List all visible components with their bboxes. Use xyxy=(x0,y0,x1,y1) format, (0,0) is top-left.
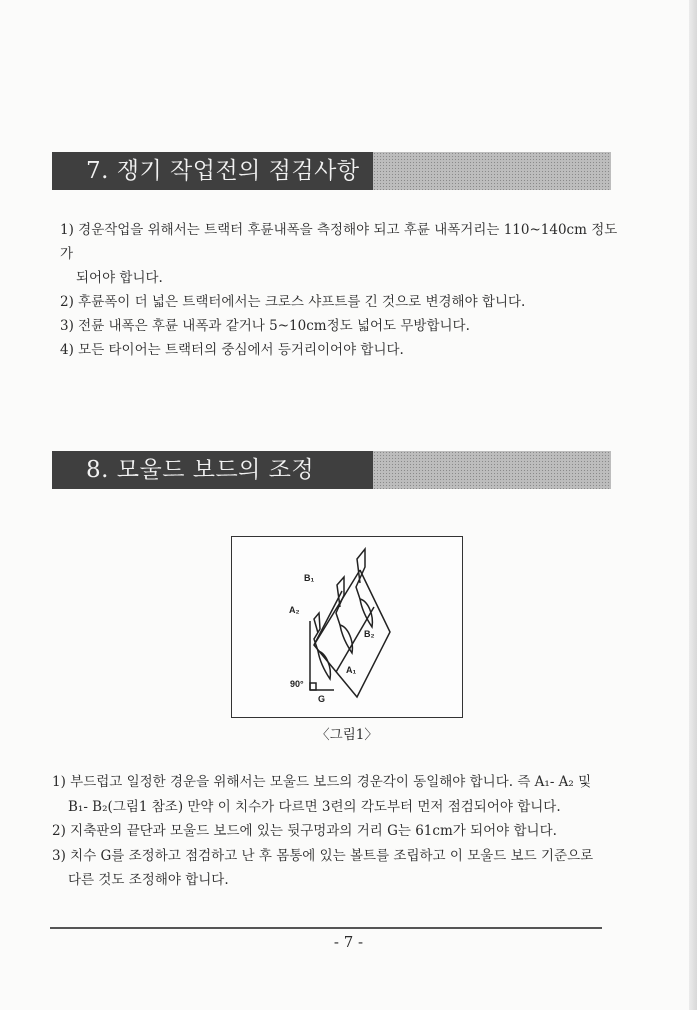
list-item xyxy=(52,770,612,819)
label-a1: A₁ xyxy=(346,665,357,675)
list-item-text: 1) 부드럽고 일정한 경운을 위해서는 모울드 보드의 경운각이 동일해야 합니다. 즉 A₁- A₂ 및 xyxy=(52,774,592,790)
label-b1: B₁ xyxy=(304,573,315,583)
section-7-list xyxy=(60,218,620,362)
list-item-text-cont: B₁- B₂(그림1 참조) 만약 이 치수가 다르면 3련의 각도부터 먼저 점검되어야 합니다. xyxy=(68,798,561,815)
figure-1 xyxy=(231,536,463,718)
list-item-text: 3) 치수 G를 조정하고 점검하고 난 후 몸통에 있는 볼트를 조립하고 이 모울드 보드 기준으로 xyxy=(52,847,594,864)
section-8-list xyxy=(52,770,612,893)
section-8-header xyxy=(52,451,611,489)
frame-outline xyxy=(314,570,390,697)
list-item-text: 2) 후륜폭이 더 넓은 트랙터에서는 크로스 샤프트를 긴 것으로 변경해야 합니다. xyxy=(60,294,526,310)
page-edge xyxy=(689,0,697,1010)
label-b2: B₂ xyxy=(364,629,375,639)
list-item xyxy=(60,338,620,362)
section-8-title: 8. 모울드 보드의 조정 xyxy=(52,451,373,489)
list-item xyxy=(60,290,620,314)
label-a2: A₂ xyxy=(289,605,300,615)
moldboard-diagram xyxy=(232,537,461,716)
figure-caption: 〈그림1〉 xyxy=(316,727,378,743)
list-item-text: 3) 전륜 내폭은 후륜 내폭과 같거나 5~10cm정도 넓어도 무방합니다. xyxy=(60,318,470,334)
list-item-text: 1) 경운작업을 위해서는 트랙터 후륜내폭을 측정해야 되고 후륜 내폭거리는 110~140cm 정도가 xyxy=(60,222,618,262)
footer-rule xyxy=(50,927,602,929)
section-7-header xyxy=(52,152,611,190)
page-number: - 7 - xyxy=(333,933,364,951)
label-angle: 90° xyxy=(290,679,304,689)
list-item xyxy=(60,314,620,338)
list-item xyxy=(60,218,620,290)
list-item xyxy=(52,819,612,844)
list-item-text: 4) 모든 타이어는 트랙터의 중심에서 등거리이어야 합니다. xyxy=(60,342,404,358)
list-item-text-cont: 다른 것도 조정해야 합니다. xyxy=(68,872,229,888)
list-item-text-cont: 되어야 합니다. xyxy=(76,270,163,286)
label-g: G xyxy=(318,694,326,704)
list-item-text: 2) 지축판의 끝단과 모울드 보드에 있는 뒷구멍과의 거리 G는 61cm가 되어야 합니다. xyxy=(52,823,557,839)
section-7-title: 7. 쟁기 작업전의 점검사항 xyxy=(52,152,373,190)
list-item xyxy=(52,844,612,893)
